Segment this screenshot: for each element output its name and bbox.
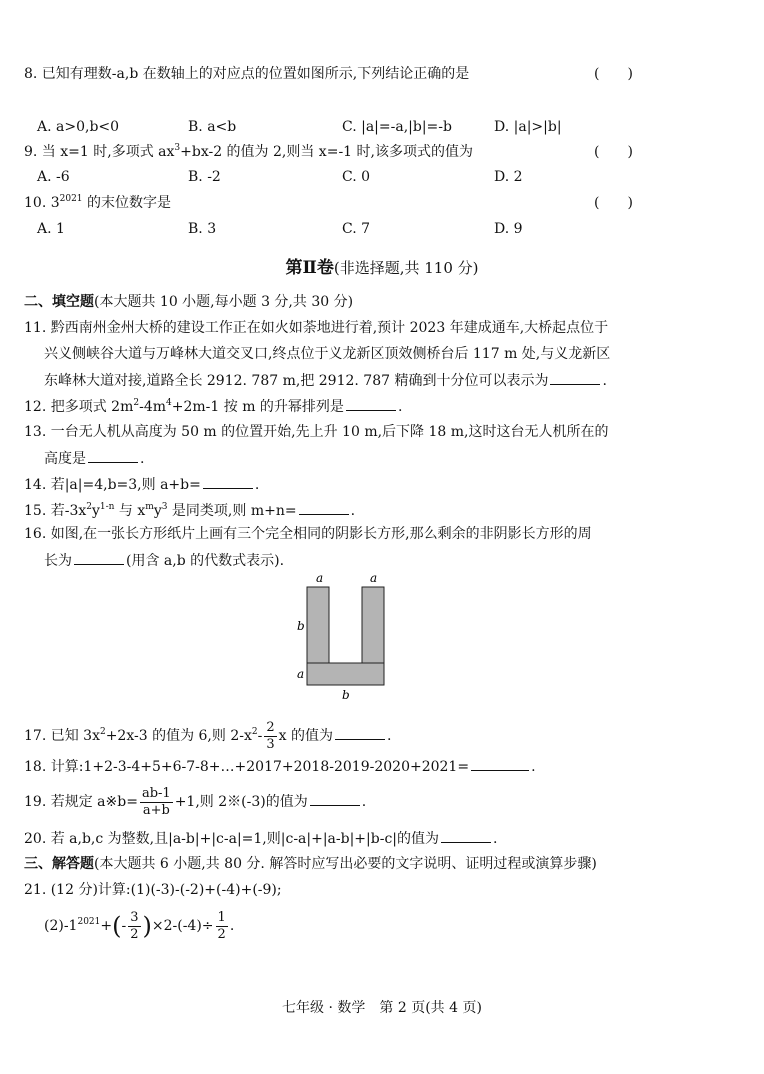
label-a-left: a [297, 667, 305, 681]
q10-answer-paren: ( ) [594, 195, 633, 211]
section2-heading: 二、填空题(本大题共 10 小题,每小题 3 分,共 30 分) [24, 294, 354, 310]
q11-line3: 东峰林大道对接,道路全长 2912. 787 m,把 2912. 787 精确到十分位可以表示为 . [44, 370, 607, 391]
shaded-rect-bottom [307, 663, 384, 685]
q20-stem: 20. 若 a,b,c 为整数,且|a-b|+|c-a|=1,则|c-a|+|a-b|+|b-c|的值为 . [24, 828, 497, 849]
q15-stem: 15. 若$-3x^2y^{1-n}$ 与 $x^my^3$ 是同类项,则 m+n= . [24, 502, 356, 519]
q10-option-b: B. 3 [188, 221, 217, 237]
q9-option-a: A. -6 [37, 169, 70, 185]
q14-stem: 14. 若|a|=4,b=3,则 a+b= . [24, 474, 259, 495]
q16-line1: 16. 如图,在一张长方形纸片上画有三个完全相同的阴影长方形,那么剩余的非阴影长方形的周 [24, 526, 592, 542]
q14-blank[interactable] [203, 474, 253, 489]
q10-option-d: D. 9 [494, 221, 523, 237]
q8-option-a: A. a>0,b<0 [37, 119, 120, 135]
q19-blank[interactable] [310, 791, 360, 806]
q21-part2: $(2)-1^{2021}+(-$ $\frac{3}{2}$ )×2-(-4)÷ $\frac{1}{2}$ . [44, 909, 235, 942]
q11-line2: 兴义侧峡谷大道与万峰林大道交叉口,终点位于义龙新区顶效侧桥台后 117 m 处,与义龙新区 [44, 346, 611, 362]
q13-line1: 13. 一台无人机从高度为 50 m 的位置开始,先上升 10 m,后下降 18 m,这时这台无人机所在的 [24, 424, 609, 440]
q19-fraction: $\frac{ab-1}{a+b}$ [141, 785, 171, 818]
label-a-top-right: a [370, 571, 378, 585]
q16-blank[interactable] [74, 550, 124, 565]
q13-line2: 高度是 . [44, 448, 144, 469]
shaded-rect-left [307, 587, 329, 663]
q9-option-b: B. -2 [188, 169, 221, 185]
q10-option-c: C. 7 [342, 221, 371, 237]
q8-option-c: C. |a|=-a,|b|=-b [342, 119, 452, 135]
q19-stem: 19. 若规定 a※b= $\frac{ab-1}{a+b}$ +1,则 2※(-3)的值为 . [24, 785, 367, 818]
q16-figure [290, 570, 400, 705]
label-b-bottom: b [342, 688, 350, 702]
q8-answer-paren: ( ) [594, 66, 633, 82]
q9-stem: 9. 当 x=1 时,多项式 $ax^3+bx-2$ 的值为 2,则当 x=-1 时,该多项式的值为 [24, 143, 473, 160]
page-footer: 七年级 · 数学 第 2 页(共 4 页) [282, 1000, 482, 1016]
q8-option-b: B. a<b [188, 119, 237, 135]
q16-line2: 长为 (用含 a,b 的代数式表示). [44, 550, 284, 571]
q17-fraction: $\frac{2}{3}$ [266, 719, 275, 752]
q20-blank[interactable] [441, 828, 491, 843]
q8-stem: 8. 已知有理数-a,b 在数轴上的对应点的位置如图所示,下列结论正确的是 [24, 66, 470, 82]
q18-stem: 18. 计算:1+2-3-4+5+6-7-8+…+2017+2018-2019-2020+2021= . [24, 756, 536, 777]
shaded-rect-right [362, 587, 384, 663]
q12-stem: 12. 把多项式 $2m^2-4m^4+2m-1$ 按 m 的升幂排列是 . [24, 398, 403, 415]
q21-fraction-1: $\frac{3}{2}$ [130, 909, 139, 942]
q9-option-c: C. 0 [342, 169, 371, 185]
part2-title: 第Ⅱ卷(非选择题,共 110 分) [285, 258, 479, 278]
q10-stem: 10. $3^{2021}$ 的末位数字是 [24, 194, 171, 211]
q17-blank[interactable] [335, 725, 385, 740]
q9-option-d: D. 2 [494, 169, 523, 185]
q18-blank[interactable] [471, 756, 529, 771]
q21-line1: 21. (12 分)计算:(1)(-3)-(-2)+(-4)+(-9); [24, 882, 282, 898]
label-b-left: b [297, 619, 305, 633]
q21-fraction-2: $\frac{1}{2}$ [217, 909, 226, 942]
q11-blank[interactable] [550, 370, 600, 385]
label-a-top-left: a [316, 571, 324, 585]
section3-heading: 三、解答题(本大题共 6 小题,共 80 分. 解答时应写出必要的文字说明、证明过程或演算步骤) [24, 856, 597, 872]
q10-option-a: A. 1 [37, 221, 65, 237]
q15-blank[interactable] [299, 500, 349, 515]
q17-stem: 17. 已知 $3x^2+2x-3$ 的值为 6,则 $2-x^2-$ $\frac{2}{3}$ x 的值为 . [24, 719, 392, 752]
q9-answer-paren: ( ) [594, 144, 633, 160]
q12-blank[interactable] [346, 396, 396, 411]
q11-line1: 11. 黔西南州金州大桥的建设工作正在如火如荼地进行着,预计 2023 年建成通车,大桥起点位于 [24, 320, 609, 336]
q13-blank[interactable] [88, 448, 138, 463]
q8-option-d: D. |a|>|b| [494, 119, 562, 135]
